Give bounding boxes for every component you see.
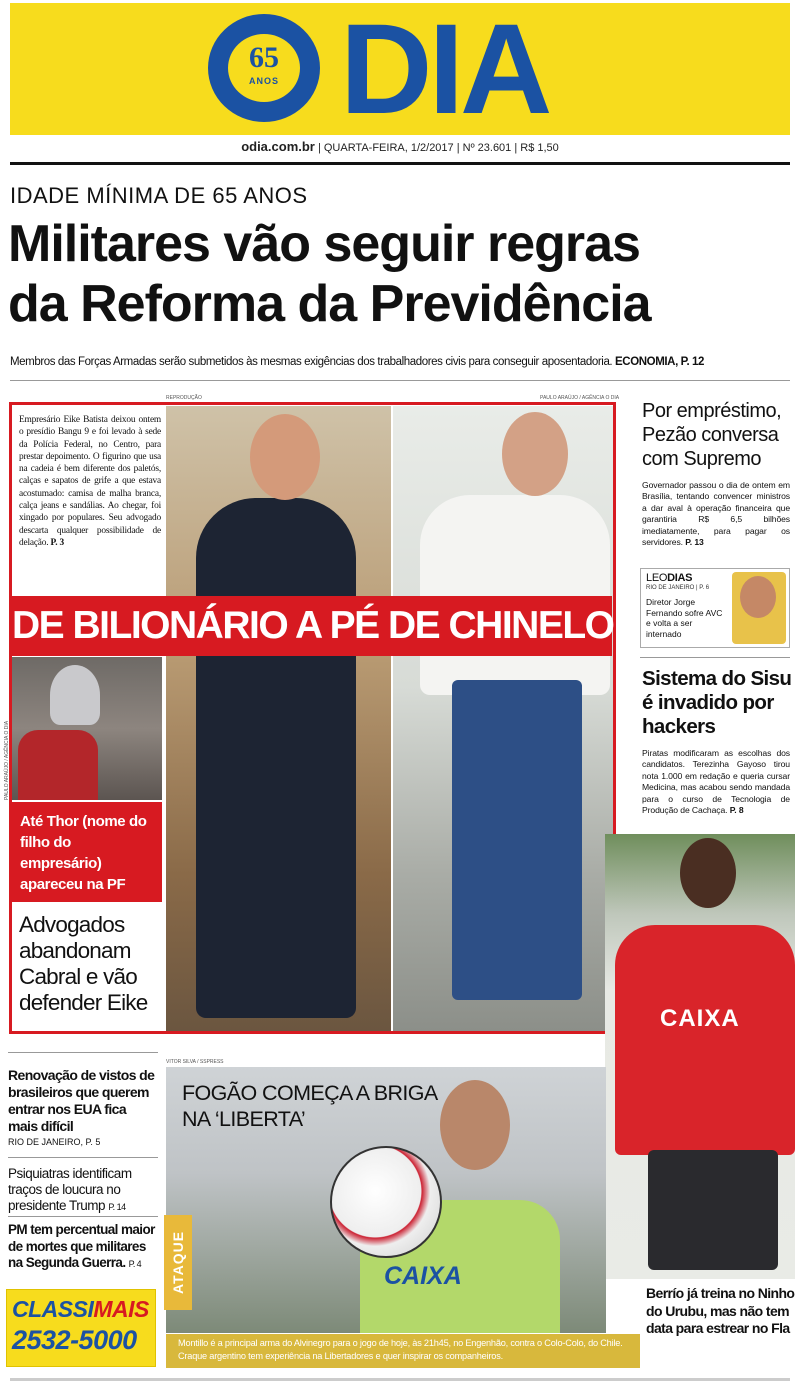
lead-rule bbox=[10, 380, 790, 381]
sisu-story bbox=[642, 748, 790, 816]
trump-ref: P. 14 bbox=[108, 1202, 126, 1212]
photo-credit-left: REPRODUÇÃO bbox=[166, 395, 202, 401]
lead-headline[interactable] bbox=[8, 214, 798, 334]
pezao-story-body: Governador passou o dia de ontem em Brasília, tentando convencer ministros a dar aval à operação financeira que garantiria R$ 6,5 bilhões imediatamente, para pagar os servidores. bbox=[642, 480, 790, 548]
lead-headline-line2: da Reforma da Previdência bbox=[8, 275, 651, 333]
lead-headline-line1: Militares vão seguir regras bbox=[8, 215, 640, 273]
berrio-shirt-figure bbox=[615, 925, 795, 1155]
eike-suit-figure bbox=[196, 498, 356, 1018]
vistos-headline[interactable]: Renovação de vistos de brasileiros que querem entrar nos EUA fica mais difícil bbox=[8, 1067, 155, 1134]
trump-headline-text: Psiquiatras identificam traços de loucura no presidente Trump bbox=[8, 1166, 132, 1213]
dateline bbox=[10, 139, 790, 154]
montillo-shirt-sponsor: CAIXA bbox=[384, 1262, 462, 1290]
soccer-ball-icon bbox=[330, 1146, 442, 1258]
lead-deck bbox=[10, 356, 800, 368]
site-url[interactable]: odia.com.br bbox=[241, 139, 315, 154]
pezao-headline[interactable]: Por empréstimo, Pezão conversa com Supremo bbox=[642, 400, 782, 470]
pezao-story bbox=[642, 480, 790, 548]
classimais-b: MAIS bbox=[93, 1296, 149, 1322]
bottom-left-rule-3 bbox=[8, 1216, 158, 1217]
bottom-left-rule bbox=[8, 1052, 158, 1053]
thor-helmet-figure bbox=[50, 665, 100, 725]
photo-credit-right: PAULO ARAÚJO / AGÊNCIA O DIA bbox=[540, 395, 620, 401]
lead-deck-ref: ECONOMIA, P. 12 bbox=[615, 356, 705, 368]
column-subtitle: RIO DE JANEIRO | P. 6 bbox=[646, 585, 710, 591]
sisu-headline[interactable]: Sistema do Sisu é invadido por hackers bbox=[642, 667, 792, 738]
lead-kicker: IDADE MÍNIMA DE 65 ANOS bbox=[10, 183, 308, 208]
botafogo-caption: Montillo é a principal arma do Alvinegro para o jogo de hoje, às 21h45, no Engenhão, contra o Colo-Colo, do Chile. Craque argentino tem experiência na Libertadores e quer inspirar os companheiros. bbox=[166, 1334, 640, 1368]
lead-deck-text: Membros das Forças Armadas serão submetidos às mesmas exigências dos trabalhadores civis para conseguir aposentadoria. bbox=[10, 356, 613, 368]
classimais-logo bbox=[12, 1296, 149, 1323]
thor-caption[interactable]: Até Thor (nome do filho do empresário) apareceu na PF bbox=[12, 802, 162, 902]
botafogo-photo-credit: VITOR SILVA / SSPRESS bbox=[166, 1059, 224, 1065]
eike-head-figure-2 bbox=[502, 412, 568, 496]
column-teaser: Diretor Jorge Fernando sofre AVC e volta a ser internado bbox=[646, 597, 723, 639]
thor-cape-figure bbox=[18, 730, 98, 800]
pezao-story-ref: P. 13 bbox=[685, 537, 704, 548]
logo-anniversary: 65 bbox=[249, 41, 279, 74]
logo-name: DIA bbox=[340, 0, 549, 141]
bottom-left-rule-2 bbox=[8, 1157, 158, 1158]
column-name-light: LEO bbox=[646, 572, 668, 584]
eike-jeans-figure bbox=[452, 680, 582, 1000]
eike-story-text bbox=[19, 414, 161, 549]
thor-photo-credit: PAULO ARAÚJO / AGÊNCIA O DIA bbox=[4, 720, 10, 800]
classimais-phone[interactable]: 2532-5000 bbox=[12, 1325, 137, 1355]
eike-tshirt-figure bbox=[420, 495, 610, 695]
eike-story-ref: P. 3 bbox=[50, 537, 64, 548]
issue-info: | QUARTA-FEIRA, 1/2/2017 | Nº 23.601 | R$ 1,50 bbox=[317, 142, 559, 154]
column-name bbox=[646, 572, 692, 584]
vistos-ref: RIO DE JANEIRO, P. 5 bbox=[8, 1137, 101, 1147]
column-name-bold: DIAS bbox=[667, 572, 693, 584]
eike-head-figure bbox=[250, 414, 320, 500]
pm-headline[interactable] bbox=[8, 1222, 158, 1273]
eike-banner-headline[interactable]: DE BILIONÁRIO A PÉ DE CHINELO bbox=[12, 596, 612, 656]
classimais-a: CLASSI bbox=[12, 1296, 94, 1322]
trump-headline[interactable] bbox=[8, 1166, 158, 1215]
botafogo-headline[interactable]: FOGÃO COMEÇA A BRIGA NA ‘LIBERTA’ bbox=[182, 1081, 437, 1131]
ataque-tag: ATAQUE bbox=[164, 1215, 192, 1310]
bottom-rule bbox=[10, 1378, 790, 1381]
logo-anniversary-unit: ANOS bbox=[248, 76, 279, 86]
eike-story-body: Empresário Eike Batista deixou ontem o presídio Bangu 9 e foi levado à sede da Polícia Federal, no Centro, para prestar depoimento. O figurino que usa na cadeia é bem diferente dos paletós, calças e sapatos de grife a que estava acostumado: camisa de malha branca, calça jeans e sandálias. Ao chegar, foi xingado por populares. Seu advogado descarta qualquer possibilidade de delação. bbox=[19, 415, 161, 548]
montillo-head-figure bbox=[440, 1080, 510, 1170]
berrio-caption[interactable]: Berrío já treina no Ninho do Urubu, mas não tem data para estrear no Fla bbox=[646, 1285, 795, 1336]
right-rule bbox=[640, 657, 790, 658]
sisu-story-ref: P. 8 bbox=[729, 805, 744, 816]
pm-ref: P. 4 bbox=[128, 1259, 142, 1269]
advogados-headline[interactable]: Advogados abandonam Cabral e vão defender Eike bbox=[19, 912, 148, 1015]
berrio-shorts-figure bbox=[648, 1150, 778, 1270]
top-rule bbox=[10, 162, 790, 165]
columnist-face bbox=[740, 576, 776, 618]
pm-headline-text: PM tem percentual maior de mortes que militares na Segunda Guerra. bbox=[8, 1222, 155, 1270]
berrio-shirt-sponsor: CAIXA bbox=[660, 1005, 740, 1032]
sisu-story-body: Piratas modificaram as escolhas dos candidatos. Terezinha Gayoso tirou nota 1.000 em redação e queria cursar Medicina, mas acabou sendo mandada para o curso de Tecnologia de Produção de Cachaça. bbox=[642, 748, 790, 816]
berrio-head-figure bbox=[680, 838, 736, 908]
